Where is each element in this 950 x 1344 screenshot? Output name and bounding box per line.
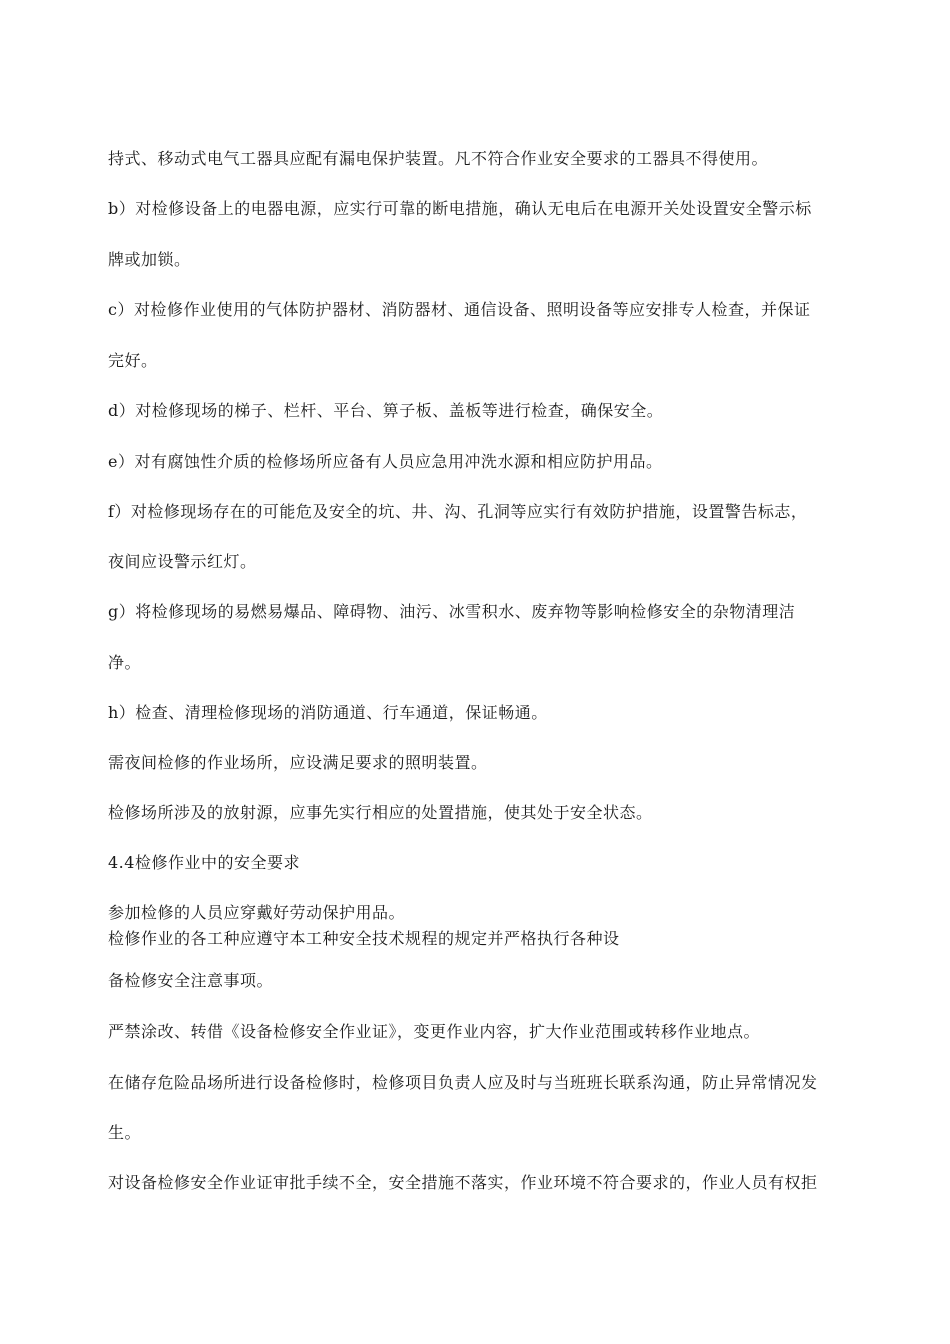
text-line: 牌或加锁。: [108, 250, 191, 269]
text-line: 净。: [108, 653, 142, 672]
text-line: 夜间应设警示红灯。: [108, 552, 257, 571]
text-line: e）对有腐蚀性介质的检修场所应备有人员应急用冲洗水源和相应防护用品。: [108, 452, 663, 471]
text-line: 严禁涂改、转借《设备检修安全作业证》，变更作业内容，扩大作业范围或转移作业地点。: [108, 1022, 761, 1041]
text-line: 完好。: [108, 351, 158, 370]
text-line: 持式、移动式电气工器具应配有漏电保护装置。凡不符合作业安全要求的工器具不得使用。: [108, 149, 769, 168]
text-line: h）检查、清理检修现场的消防通道、行车通道，保证畅通。: [108, 703, 548, 722]
text-line: 参加检修的人员应穿戴好劳动保护用品。: [108, 903, 406, 922]
text-line: 检修作业的各工种应遵守本工种安全技术规程的规定并严格执行各种设: [108, 929, 620, 948]
text-line: g）将检修现场的易燃易爆品、障碍物、油污、冰雪积水、废弃物等影响检修安全的杂物清理洁: [108, 602, 796, 621]
text-line: 对设备检修安全作业证审批手续不全，安全措施不落实，作业环境不符合要求的，作业人员有权拒: [108, 1173, 818, 1192]
text-line: 在储存危险品场所进行设备检修时，检修项目负责人应及时与当班班长联系沟通，防止异常情况发: [108, 1073, 818, 1092]
section-heading: 4.4检修作业中的安全要求: [108, 853, 300, 872]
text-line: f）对检修现场存在的可能危及安全的坑、井、沟、孔洞等应实行有效防护措施，设置警告标志，: [108, 502, 808, 521]
text-line: d）对检修现场的梯子、栏杆、平台、箅子板、盖板等进行检查，确保安全。: [108, 401, 664, 420]
text-line: b）对检修设备上的电器电源，应实行可靠的断电措施，确认无电后在电源开关处设置安全警示标: [108, 199, 812, 218]
text-line: c）对检修作业使用的气体防护器材、消防器材、通信设备、照明设备等应安排专人检查，并保证: [108, 300, 811, 319]
text-line: 生。: [108, 1123, 142, 1142]
text-line: 检修场所涉及的放射源，应事先实行相应的处置措施，使其处于安全状态。: [108, 803, 653, 822]
text-line: 需夜间检修的作业场所，应设满足要求的照明装置。: [108, 753, 488, 772]
text-line: 备检修安全注意事项。: [108, 971, 274, 990]
